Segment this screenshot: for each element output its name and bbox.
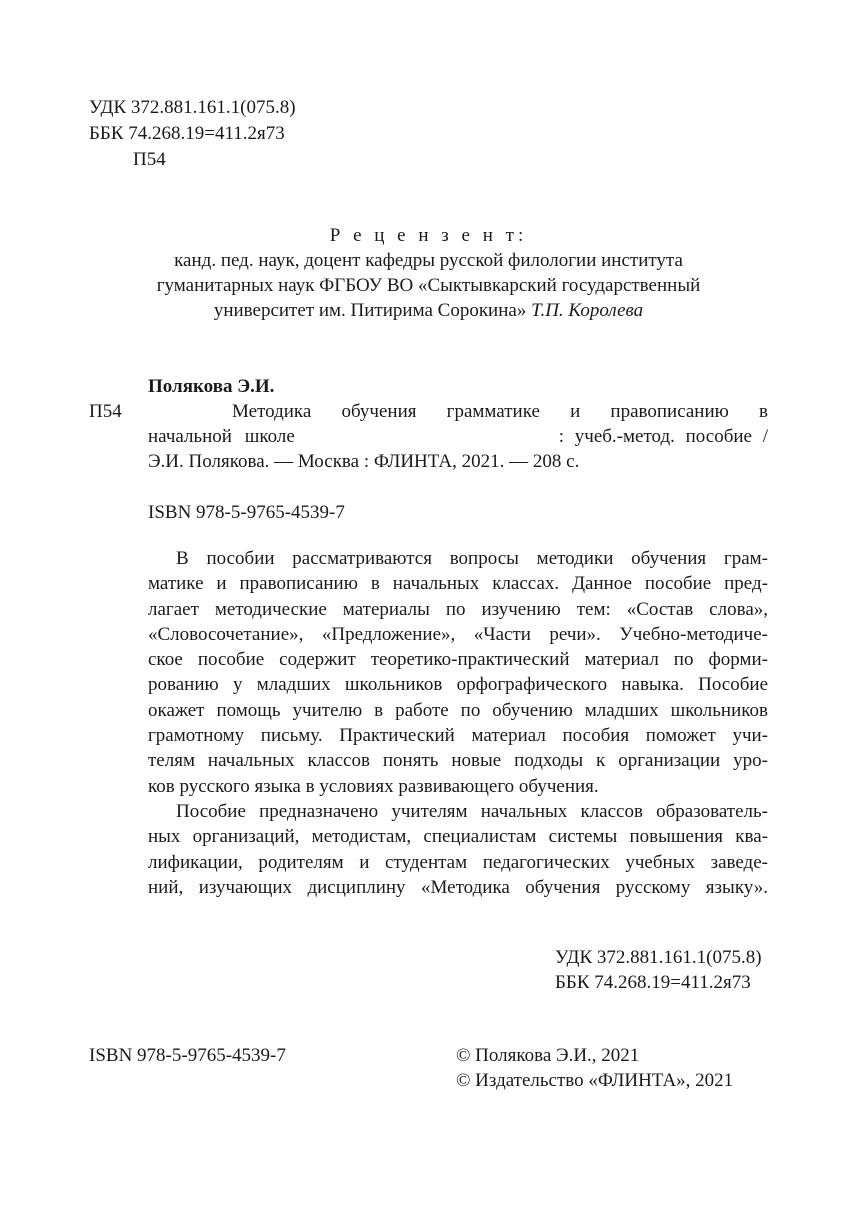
abstract-line: ний, изучающих дисциплину «Методика обучения русскому языку». [148, 876, 768, 898]
abstract [148, 546, 768, 900]
abstract-line: лификации, родителям и студентам педагогических учебных заведе- [148, 851, 768, 873]
footer-isbn: ISBN 978-5-9765-4539-7 [89, 1045, 286, 1066]
book-title-line-2 [148, 424, 768, 449]
reviewer-line-1: канд. пед. наук, доцент кафедры русской филологии института [174, 250, 683, 271]
reviewer-affiliation: университет им. Питирима Сорокина» [213, 300, 527, 321]
book-title-type: : учеб.-метод. пособие / [558, 426, 768, 447]
title-word: и [570, 401, 581, 422]
title-word: в [759, 401, 768, 422]
reviewer-title-text: Р е ц е н з е н т: [329, 225, 528, 246]
abstract-line: окажет помощь учителю в работе по обучению младших школьников [148, 699, 768, 721]
title-word: грамматике [446, 401, 540, 422]
title-word: обучения [341, 401, 417, 422]
abstract-line: грамотному письму. Практический материал пособия поможет учи- [148, 725, 768, 747]
title-word: Методика [232, 401, 312, 422]
abstract-line: матике и правописанию в начальных классах. Данное пособие пред- [148, 573, 768, 595]
reviewer-title [0, 223, 857, 248]
abstract-line: рованию у младших школьников орфографического навыка. Пособие [148, 674, 768, 696]
abstract-line: Пособие предназначено учителям начальных классов образователь- [176, 800, 768, 822]
reviewer-line-3 [0, 298, 857, 323]
header-udk: УДК 372.881.161.1(075.8) [89, 97, 296, 118]
header-bbk: ББК 74.268.19=411.2я73 [89, 123, 285, 144]
abstract-line: «Словосочетание», «Предложение», «Части речи». Учебно-методиче- [148, 623, 768, 645]
reviewer-name: Т.П. Королева [531, 300, 644, 321]
footer-copyright-author: © Полякова Э.И., 2021 [456, 1045, 640, 1066]
classification-udk: УДК 372.881.161.1(075.8) [555, 947, 762, 968]
book-title-school: начальной школе [148, 426, 295, 447]
title-word: правописанию [610, 401, 729, 422]
abstract-line: телям начальных классов понять новые подходы к организации уро- [148, 750, 768, 772]
book-isbn: ISBN 978-5-9765-4539-7 [148, 502, 345, 523]
abstract-line: лагает методические материалы по изучению тем: «Состав слова», [148, 598, 768, 620]
footer-copyright-publisher: © Издательство «ФЛИНТА», 2021 [456, 1070, 734, 1091]
reviewer-line-2: гуманитарных наук ФГБОУ ВО «Сыктывкарский государственный [156, 275, 701, 296]
classification-bbk: ББК 74.268.19=411.2я73 [555, 972, 751, 993]
abstract-line: В пособии рассматриваются вопросы методики обучения грам- [176, 548, 768, 569]
abstract-line: ных организаций, методистам, специалистам системы повышения ква- [148, 826, 768, 848]
book-code: П54 [89, 401, 122, 422]
book-title-line-1 [232, 399, 768, 424]
book-author: Полякова Э.И. [148, 376, 275, 397]
abstract-line: ское пособие содержит теоретико-практический материал по форми- [148, 649, 768, 671]
abstract-line: ков русского языка в условиях развивающего обучения. [148, 775, 599, 797]
book-title-line-3: Э.И. Полякова. — Москва : ФЛИНТА, 2021. — 208 с. [148, 451, 580, 472]
header-code: П54 [133, 149, 166, 170]
